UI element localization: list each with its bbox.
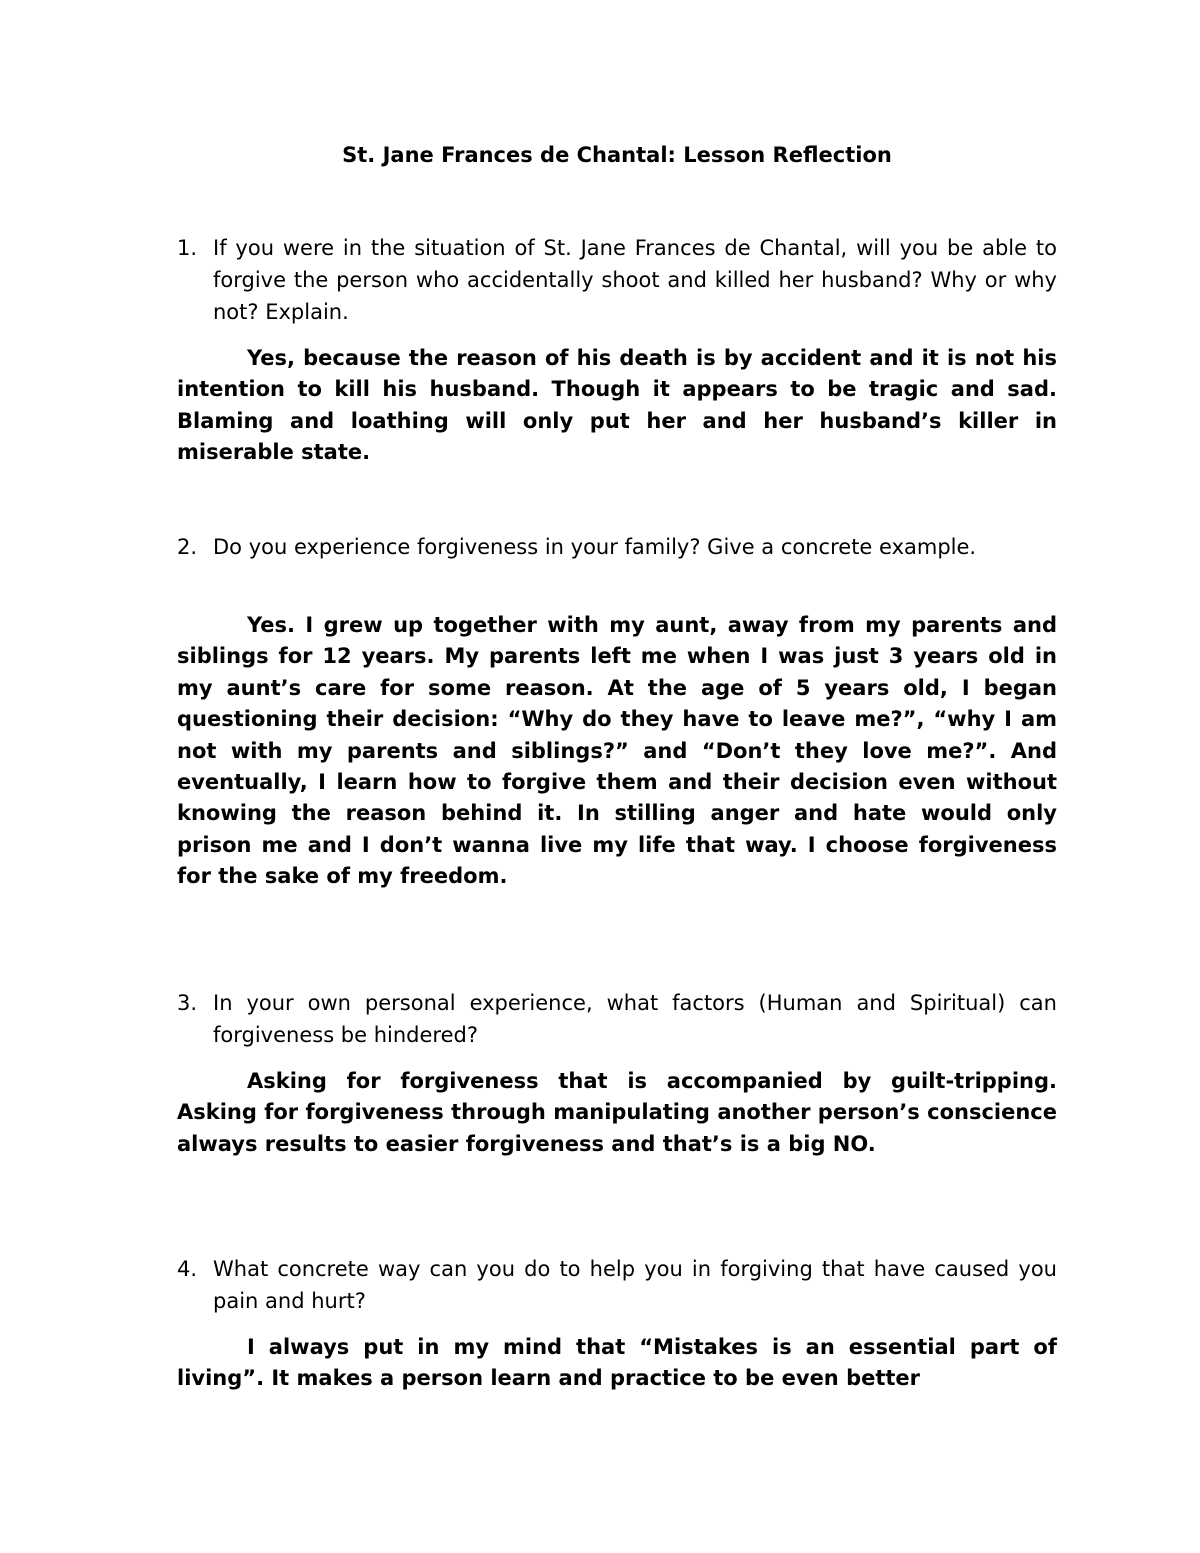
question-number: 2. [177, 535, 198, 559]
question-text: In your own personal experience, what factors (Human and Spiritual) can forgiveness be hindered? [213, 991, 1057, 1047]
question-text: If you were in the situation of St. Jane Frances de Chantal, will you be able to forgive the person who accidentally shoot and killed her husband? Why or why not? Explain. [213, 236, 1057, 324]
question-text: Do you experience forgiveness in your family? Give a concrete example. [213, 535, 977, 559]
answer-4: I always put in my mind that “Mistakes is an essential part of living”. It makes a person learn and practice to be even better [177, 1335, 1057, 1391]
answer-2: Yes. I grew up together with my aunt, away from my parents and siblings for 12 years. My parents left me when I was just 3 years old in my aunt’s care for some reason. At the age of 5 years old, I began questioning their decision: “Why do they have to leave me?”, “why I am not with my parents and siblings?” and “Don’t they love me?”. And eventually, I learn how to forgive them and their decision even without knowing the reason behind it. In stilling anger and hate would only prison me and I don’t wanna live my life that way. I choose forgiveness for the sake of my freedom. [177, 613, 1057, 889]
question-number: 3. [177, 991, 198, 1015]
question-3 [177, 987, 1057, 1051]
question-4 [177, 1253, 1057, 1317]
question-1 [177, 232, 1057, 328]
question-text: What concrete way can you do to help you in forgiving that have caused you pain and hurt? [213, 1257, 1057, 1313]
answer-3: Asking for forgiveness that is accompanied by guilt-tripping. Asking for forgiveness through manipulating another person’s conscience always results to easier forgiveness and that’s is a big NO. [177, 1069, 1057, 1156]
question-number: 1. [177, 236, 198, 260]
document-title: St. Jane Frances de Chantal: Lesson Reflection [342, 143, 892, 167]
question-number: 4. [177, 1257, 198, 1281]
question-2 [177, 531, 1057, 563]
answer-1: Yes, because the reason of his death is by accident and it is not his intention to kill his husband. Though it appears to be tragic and sad. Blaming and loathing will only put her and her husband’s killer in miserable state. [177, 346, 1057, 465]
